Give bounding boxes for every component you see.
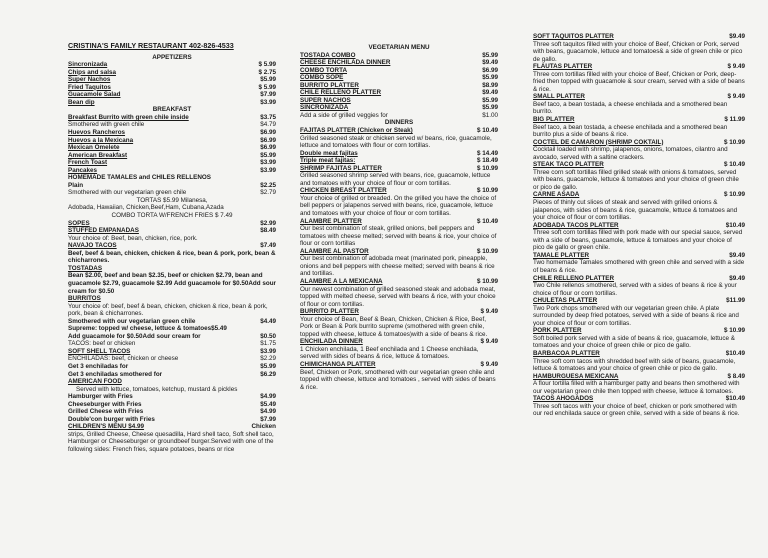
- menu-line: [533, 93, 745, 101]
- menu-line: [68, 91, 276, 99]
- menu-line: [68, 348, 276, 356]
- menu-price: $ 9.49: [480, 338, 498, 346]
- menu-line: [533, 71, 745, 94]
- menu-line-text: SMALL PLATTER: [533, 93, 585, 101]
- menu-line: [68, 363, 276, 371]
- menu-line-text: Grilled Cheese with Fries: [68, 408, 144, 416]
- menu-price: $7.99: [260, 91, 276, 99]
- menu-line-text: AMERICAN FOOD: [68, 378, 122, 386]
- menu-line: [68, 371, 276, 379]
- menu-line: [68, 159, 276, 167]
- menu-line-text: Smothered with our vegetarian green chile: [68, 189, 187, 197]
- menu-line: [68, 152, 276, 160]
- menu-line: [68, 235, 276, 243]
- menu-line: [68, 204, 276, 212]
- menu-line-text: strips, Grilled Cheese, Cheese quesadilla, Hard shell taco, Soft shell taco, Hamburger or Cheeseburger or groundbeef burger.Served with one of the following sides: French fries, square potatoes, beans or rice: [68, 430, 274, 453]
- menu-price: $ 5.99: [258, 83, 276, 91]
- menu-line: [68, 61, 276, 69]
- menu-price: $ 10.99: [723, 138, 745, 146]
- menu-line-text: ALAMBRE AL PASTOR: [300, 247, 369, 255]
- menu-price: $2.79: [260, 189, 276, 197]
- menu-line: [300, 52, 498, 60]
- menu-line-text: BURRITOS: [68, 295, 101, 303]
- menu-line-text: Double'con burger with Fries: [68, 415, 155, 423]
- menu-line-text: TORTAS $5.99 Milanesa,: [136, 196, 208, 204]
- menu-line: [300, 195, 498, 218]
- menu-line: [300, 278, 498, 286]
- menu-line: [300, 104, 498, 112]
- menu-line-text: ALAMBRE PLATTER: [300, 217, 362, 225]
- menu-line: [68, 265, 276, 273]
- menu-line-text: Smothered with our vegetarian green chile: [68, 317, 196, 325]
- menu-line: [68, 99, 276, 107]
- menu-line-text: 1 Chicken enchilada, 1 Beef enchilada and 1 Cheese enchilada, served with sides of beans & rice, lettuce & tomatoes.: [300, 345, 479, 361]
- menu-line-text: ALAMBRE A LA MEXICANA: [300, 277, 383, 285]
- menu-line-text: Your choice of Bean, Beef & Bean, Chicken, Chicken & Rice, Beef, Pork or Bean & Pork burrito supreme (smothered with green chile, topped with cheese, lettuce & tomatoes)with a side of beans & rice.: [300, 315, 488, 338]
- menu-line: [300, 172, 498, 187]
- menu-line: [68, 137, 276, 145]
- menu-line-text: Chips and salsa: [68, 68, 116, 76]
- menu-price: $5.99: [482, 74, 498, 82]
- menu-line: [533, 169, 745, 192]
- menu-line: [533, 33, 745, 41]
- menu-line: [68, 174, 276, 182]
- menu-price: $6.99: [260, 129, 276, 137]
- menu-line-text: TAMALE PLATTER: [533, 251, 590, 259]
- menu-line: [533, 161, 745, 169]
- menu-price: $9.49: [729, 251, 745, 259]
- menu-price: $ 10.99: [476, 247, 498, 255]
- menu-price: $ 10.99: [476, 187, 498, 195]
- menu-price: $ 10.49: [476, 127, 498, 135]
- menu-line-text: Our newest combination of grilled seasoned steak and adobada meat, topped with melted cheese, served with beans & rice, with your choice of flour or corn tortillas.: [300, 285, 496, 308]
- menu-line-text: Pancakes: [68, 166, 98, 174]
- menu-line-text: Bean $2.00, beef and bean $2.35, beef or chicken $2.79, bean and guacamole $2.79, guacamole $2.99 Add guacamole for $0.50Add sour cream for $0.50: [68, 272, 276, 295]
- menu-line-text: SHRIMP FAJITAS PLATTER: [300, 164, 382, 172]
- menu-price: $5.99: [482, 51, 498, 59]
- menu-line: [68, 167, 276, 175]
- menu-line: [68, 393, 276, 401]
- menu-line-text: CHILE RELLENO PLATTER: [533, 274, 615, 282]
- menu-line-text: Three soft tacos with your choice of beef, chicken or pork smothered with our red enchilada sauce or green chile, served with a side of beans & rice.: [533, 402, 740, 418]
- menu-price: $ 10.99: [723, 191, 745, 199]
- menu-price: $ 10.99: [723, 327, 745, 335]
- menu-line-text: SUPER NACHOS: [300, 96, 351, 104]
- menu-line-text: Beef taco, a bean tostada, a cheese enchilada and a smothered bean burrito plus a side of beans & rice.: [533, 123, 728, 139]
- menu-line-text: TACOS AHOGADOS: [533, 395, 594, 403]
- menu-line-text: Grilled seasoned steak or chicken served w/ beans, rice, guacamole, lettuce and tomatoes with flour or corn tortillas.: [300, 134, 492, 150]
- menu-line: [300, 44, 498, 52]
- menu-price: $4.99: [260, 393, 276, 401]
- menu-line-text: TOSTADA COMBO: [300, 51, 356, 59]
- menu-line: [68, 250, 276, 265]
- menu-line-text: FAJITAS PLATTER (Chicken or Steak): [300, 127, 413, 135]
- menu-line: [68, 340, 276, 348]
- menu-line: [300, 286, 498, 309]
- menu-line-text: Two Chile rellenos smothered, served with a sides of beans & rice & your choice of flour or corn tortillas.: [533, 282, 737, 297]
- menu-line: [300, 67, 498, 75]
- menu-price: $9.49: [482, 59, 498, 67]
- menu-line: [533, 41, 745, 64]
- menu-line: [300, 361, 498, 369]
- menu-line-text: Huevos Rancheros: [68, 129, 126, 137]
- menu-line: [68, 220, 276, 228]
- menu-line-text: HOMEMADE TAMALES and CHILES RELLENOS: [68, 174, 211, 182]
- menu-price: $ 5.99: [258, 61, 276, 69]
- menu-line: [300, 218, 498, 226]
- menu-price: $ 9.49: [727, 63, 745, 71]
- menu-line-text: Two homemade Tamales smothered with green chile and served with a side of beans & rice.: [533, 259, 745, 274]
- menu-price: $3.75: [260, 113, 276, 121]
- menu-line: [68, 386, 276, 394]
- menu-line: [533, 297, 745, 305]
- menu-line: [533, 146, 745, 161]
- menu-price: $3.99: [260, 98, 276, 106]
- menu-line-text: Cheeseburger with Fries: [68, 400, 142, 408]
- menu-line: [533, 373, 745, 381]
- menu-price: $2.25: [260, 181, 276, 189]
- menu-line-text: BIG PLATTER: [533, 116, 575, 124]
- menu-line-text: Bean dip: [68, 98, 95, 106]
- menu-line: [533, 275, 745, 283]
- menu-price: $8.49: [260, 227, 276, 235]
- menu-line-text: Three corn tortillas filled with your choice of Beef, Chicken or Pork, deep-fried then topped with guacamole & sour cream, served with a side of beans & rice.: [533, 70, 745, 93]
- menu-line: [68, 431, 276, 454]
- menu-line-text: Adobada, Hawaiian, Chicken,Beef,Ham, Cubana,Azada: [68, 204, 224, 212]
- menu-line: [533, 395, 745, 403]
- menu-line-text: Smothered with green chile: [68, 121, 145, 129]
- menu-price: $ 10.99: [476, 164, 498, 172]
- menu-price: $4.49: [260, 317, 276, 325]
- menu-line: [68, 212, 276, 220]
- menu-line-text: PORK PLATTER: [533, 327, 582, 335]
- menu-line-text: Guacamole Salad: [68, 91, 121, 99]
- menu-line-text: CHIMICHANGA PLATTER: [300, 360, 376, 368]
- menu-price: $6.29: [260, 370, 276, 378]
- menu-line: [300, 369, 498, 392]
- menu-line-text: ENCHILADAS: beef, chicken or cheese: [68, 355, 179, 363]
- menu-line: [300, 82, 498, 90]
- menu-line: [68, 84, 276, 92]
- menu-price: $3.99: [260, 166, 276, 174]
- menu-line-text: CHILDREN'S MENU $4.99: [68, 423, 145, 431]
- menu-price: Chicken: [251, 423, 276, 431]
- menu-line-text: SOFT TAQUITOS PLATTER: [533, 33, 614, 40]
- menu-line-text: Super Nachos: [68, 76, 111, 84]
- menu-price: $1.75: [260, 340, 276, 348]
- menu-line-text: STEAK TACO PLATTER: [533, 161, 604, 169]
- menu-price: $ 9.49: [480, 308, 498, 316]
- menu-line-text: Breakfast Burrito with green chile inside: [68, 113, 189, 121]
- menu-line-text: Served with lettuce, tomatoes, ketchup, mustard & pickles: [76, 385, 238, 393]
- menu-price: $ 8.49: [727, 372, 745, 380]
- menu-line-text: Three soft corn tacos with shredded beef with side of beans, guacamole, lettuce & tomatoes and your choice of green chile or pico de gallo.: [533, 357, 736, 373]
- menu-price: $3.99: [260, 159, 276, 167]
- menu-line-text: Get 3 enchiladas smothered for: [68, 370, 163, 378]
- menu-line: [300, 150, 498, 158]
- menu-line: [300, 248, 498, 256]
- menu-line: [68, 106, 276, 114]
- menu-line-text: French Toast: [68, 159, 108, 167]
- menu-line: [68, 378, 276, 386]
- menu-price: $7.49: [260, 242, 276, 250]
- menu-line: [68, 416, 276, 424]
- menu-line-text: COMBO TORTA W/FRENCH FRIES $ 7.49: [111, 212, 233, 220]
- menu-price: $ 11.99: [724, 116, 745, 124]
- menu-line: [68, 423, 276, 431]
- menu-line-text: BURRITO PLATTER: [300, 81, 359, 89]
- menu-line: [533, 199, 745, 222]
- menu-line: [533, 101, 745, 116]
- menu-price: $2.29: [260, 355, 276, 363]
- menu-line: [68, 318, 276, 326]
- menu-line-text: Hamburger with Fries: [68, 393, 133, 401]
- menu-line-text: Your choice of: Beef, bean, chicken, rice, pork.: [68, 234, 198, 242]
- menu-line-text: Double meat fajitas: [300, 149, 358, 157]
- menu-line-text: Add a side of grilled veggies for: [300, 111, 388, 119]
- menu-line-text: Three soft taquitos filled with your choice of Beef, Chicken or Pork, served with beans, guacamole, lettuce and tomatoes& a side of green chile or pico de gallo.: [533, 40, 743, 63]
- menu-line: [533, 116, 745, 124]
- menu-line: [533, 403, 745, 418]
- menu-line: [68, 76, 276, 84]
- menu-line-text: Supreme: topped w/ cheese, lettuce & tomatoes$5.49: [68, 325, 227, 333]
- menu-line: [533, 259, 745, 274]
- menu-line: [68, 242, 276, 250]
- menu-line-text: Grilled seasoned shrimp served with beans, rice, guacamole, lettuce and tomatoes with your choice of flour or corn tortillas.: [300, 172, 491, 187]
- menu-line-text: Our best combination of adobada meat (marinated pork, pineapple, onions and bell peppers with cheese melted; served with beans & rice and tortillas.: [300, 255, 495, 278]
- menu-line: [300, 59, 498, 67]
- menu-price: $11.99: [726, 297, 745, 305]
- menu-line: [533, 139, 745, 147]
- menu-line-text: COMBO SOPE: [300, 74, 344, 82]
- menu-price: $4.99: [260, 408, 276, 416]
- menu-line-text: A flour tortilla filled with a hamburger patty and beans then smothered with our vegetarian green chile then topped with cheese, lettuce & tomatoes.: [533, 380, 740, 395]
- menu-line-text: VEGETARIAN MENU: [368, 44, 430, 51]
- menu-line: [300, 187, 498, 195]
- menu-line-text: Three corn soft tortillas filled grilled steak with onions & tomatoes, served with beans, guacamole, lettuce & tomatoes and your choice of green chile or pico de gallo.: [533, 168, 739, 191]
- menu-line-text: Your choice of: beef, beef & bean, chicken, chicken & rice, bean & pork, pork, bean & chicharrones.: [68, 302, 268, 318]
- menu-line: [68, 189, 276, 197]
- menu-line: [533, 63, 745, 71]
- menu-price: $ 10.49: [476, 217, 498, 225]
- menu-line-text: CHEESE ENCHILADA DINNER: [300, 59, 391, 67]
- menu-line-text: BARBACOA PLATTER: [533, 349, 600, 357]
- menu-line-text: Two Pork chops smothered with our vegetarian green chile. A plate surrounded by deep fried potatoes, served with a side of beans & rice and your choice of flour or corn tortillas.: [533, 304, 739, 327]
- menu-line-text: TOSTADAS: [68, 264, 103, 272]
- menu-line: [533, 191, 745, 199]
- menu-line: [68, 295, 276, 303]
- menu-line-text: CARNE ASADA: [533, 191, 580, 199]
- menu-line: [300, 89, 498, 97]
- menu-line-text: SOFT SHELL TACOS: [68, 347, 131, 355]
- menu-list-1: [68, 54, 276, 454]
- menu-line: [300, 119, 498, 127]
- menu-price: $6.99: [260, 144, 276, 152]
- menu-line: [68, 401, 276, 409]
- menu-line: [300, 346, 498, 361]
- menu-price: $5.99: [260, 362, 276, 370]
- menu-line-text: Three soft corn tortillas filled with pork made with our special sauce, served with a side of beans, guacamole, lettuce & tomatoes and your choice of pico de gallo or green chile.: [533, 229, 743, 252]
- menu-price: $5.99: [260, 76, 276, 84]
- menu-line-text: Get 3 enchiladas for: [68, 362, 129, 370]
- menu-line-text: Cocktail loaded with shrimp, jalapenos, onions, tomatoes, cilantro and avocado, served with a saltine crackers.: [533, 146, 728, 161]
- restaurant-title: CRISTINA'S FAMILY RESTAURANT 402-826-4533: [68, 42, 234, 50]
- menu-line: [68, 303, 276, 318]
- menu-price: $10.49: [725, 395, 745, 403]
- menu-line: [68, 121, 276, 129]
- menu-line-text: STUFFED EMPANADAS: [68, 227, 139, 235]
- menu-line: [68, 355, 276, 363]
- menu-line-text: Triple meat fajitas:: [300, 157, 356, 165]
- menu-line: [300, 157, 498, 165]
- menu-line: [300, 225, 498, 248]
- menu-line-text: Beef, beef & bean, chicken, chicken & rice, bean & pork, pork, bean & chicharrones.: [68, 249, 276, 265]
- menu-line-text: Fried Taquitos: [68, 83, 111, 91]
- menu-line: [533, 282, 745, 297]
- menu-line-text: BREAKFAST: [152, 106, 192, 114]
- menu-line: [300, 135, 498, 150]
- menu-line: [533, 327, 745, 335]
- menu-price: $9.49: [729, 33, 745, 40]
- menu-line-text: Mexican Omelete: [68, 144, 120, 152]
- menu-line-text: Plain: [68, 181, 84, 189]
- menu-line-text: SOPES: [68, 219, 90, 227]
- menu-price: $ 2.75: [258, 68, 276, 76]
- menu-line-text: ADOBADA TACOS PLATTER: [533, 221, 619, 229]
- menu-column-3: [533, 33, 745, 418]
- menu-line-text: COCTEL DE CAMARON (SHRIMP COKTAIL): [533, 138, 664, 146]
- menu-line: [68, 197, 276, 205]
- menu-price: $10.49: [725, 349, 745, 357]
- menu-line-text: ENCHILADA DINNER: [300, 338, 363, 346]
- menu-line: [68, 325, 276, 333]
- menu-price: $ 18.49: [476, 157, 498, 165]
- menu-line-text: Beef taco, a bean tostada, a cheese enchilada and a smothered bean burrito.: [533, 100, 728, 116]
- menu-line: [68, 114, 276, 122]
- menu-line: [300, 316, 498, 339]
- menu-price: $4.79: [260, 121, 276, 129]
- menu-line: [300, 338, 498, 346]
- menu-price: $7.99: [260, 415, 276, 423]
- menu-price: $5.99: [482, 104, 498, 112]
- menu-line-text: Huevos a la Mexicana: [68, 136, 134, 144]
- menu-line: [300, 112, 498, 120]
- menu-line: [300, 165, 498, 173]
- menu-line-text: CHICKEN BREAST PLATTER: [300, 187, 387, 195]
- menu-line: [68, 69, 276, 77]
- menu-line: [533, 350, 745, 358]
- menu-price: $ 9.49: [480, 360, 498, 368]
- menu-line: [68, 54, 276, 62]
- menu-line: [533, 222, 745, 230]
- menu-price: $3.99: [260, 347, 276, 355]
- menu-line: [68, 227, 276, 235]
- menu-line: [300, 255, 498, 278]
- menu-line: [300, 127, 498, 135]
- menu-price: $6.99: [482, 66, 498, 74]
- menu-price: $8.99: [482, 81, 498, 89]
- menu-line-text: Soft boiled pork served with a side of beans & rice, guacamole, lettuce & tomatoes and your choice of green chile or pico de gallo.: [533, 334, 735, 350]
- menu-line: [300, 74, 498, 82]
- menu-price: $5.99: [482, 96, 498, 104]
- menu-list-2: [300, 44, 498, 391]
- menu-price: $ 9.49: [727, 93, 745, 101]
- menu-line-text: TACOS: beef or chicken: [68, 340, 136, 348]
- menu-line: [533, 358, 745, 373]
- menu-line-text: SINCRONIZADA: [300, 104, 349, 112]
- menu-line-text: APPETIZERS: [152, 53, 192, 61]
- menu-line-text: Beef, Chicken or Pork, smothered with our vegetarian green chile and topped with cheese, lettuce and tomatoes , served with sides of beans & rice.: [300, 368, 496, 391]
- menu-price: $ 10.99: [476, 277, 498, 285]
- menu-price: $6.99: [260, 136, 276, 144]
- menu-line: [68, 182, 276, 190]
- menu-line: [533, 335, 745, 350]
- menu-line: [68, 144, 276, 152]
- menu-line-text: CHILE RELLENO PLATTER: [300, 89, 382, 97]
- menu-price: $9.49: [729, 274, 745, 282]
- menu-line-text: Our best combination of steak, grilled onions, bell peppers and tomatoes with cheese melted; served with beans & rice, your choice of flour or corn tortillas: [300, 225, 497, 248]
- menu-column-1: [68, 42, 276, 454]
- menu-line: [533, 229, 745, 252]
- menu-line: [68, 408, 276, 416]
- menu-line: [533, 305, 745, 328]
- menu-price: $ 10.49: [723, 161, 745, 169]
- menu-list-3: [533, 33, 745, 418]
- menu-price: $9.49: [482, 89, 498, 97]
- menu-line: [68, 333, 276, 341]
- menu-line-text: HAMBURGUESA MEXICANA: [533, 372, 619, 380]
- menu-line: [300, 308, 498, 316]
- menu-line: [300, 97, 498, 105]
- menu-line-text: COMBO TORTA: [300, 66, 347, 74]
- menu-price: $0.50: [260, 332, 276, 340]
- menu-price: $5.99: [260, 151, 276, 159]
- menu-price: $10.49: [725, 221, 745, 229]
- menu-line-text: CHULETAS PLATTER: [533, 297, 598, 305]
- menu-line-text: Your choice of grilled or breaded. On the grilled you have the choice of bell peppers or jalapenos served with beans, rice, guacamole, lettuce and tomatoes with your choice of flour or corn tortillas.: [300, 194, 497, 218]
- menu-line: [68, 129, 276, 137]
- menu-line-text: American Breakfast: [68, 151, 128, 159]
- menu-price: $2.99: [260, 219, 276, 227]
- menu-line-text: BURRITO PLATTER: [300, 308, 359, 316]
- menu-price: $1.00: [482, 111, 498, 119]
- menu-line-text: Sincronizada: [68, 61, 108, 69]
- menu-line: [533, 124, 745, 139]
- menu-line-text: DINNERS: [384, 119, 414, 127]
- menu-line-text: Pieces of thinly cut slices of steak and served with grilled onions & jalapenos, with sides of beans & rice, guacamole, lettuce & tomatoes and your choice of flour or corn tortillas.: [533, 199, 738, 222]
- menu-line-text: Add guacamole for $0.50Add sour cream for: [68, 332, 201, 340]
- menu-price: $ 14.49: [476, 149, 498, 157]
- menu-column-2: [300, 44, 498, 391]
- menu-line: [68, 272, 276, 295]
- menu-line: [533, 380, 745, 395]
- menu-line-text: NAVAJO TACOS: [68, 242, 117, 250]
- menu-line: [533, 252, 745, 260]
- menu-price: $5.49: [260, 400, 276, 408]
- menu-line-text: FLAUTAS PLATTER: [533, 63, 593, 71]
